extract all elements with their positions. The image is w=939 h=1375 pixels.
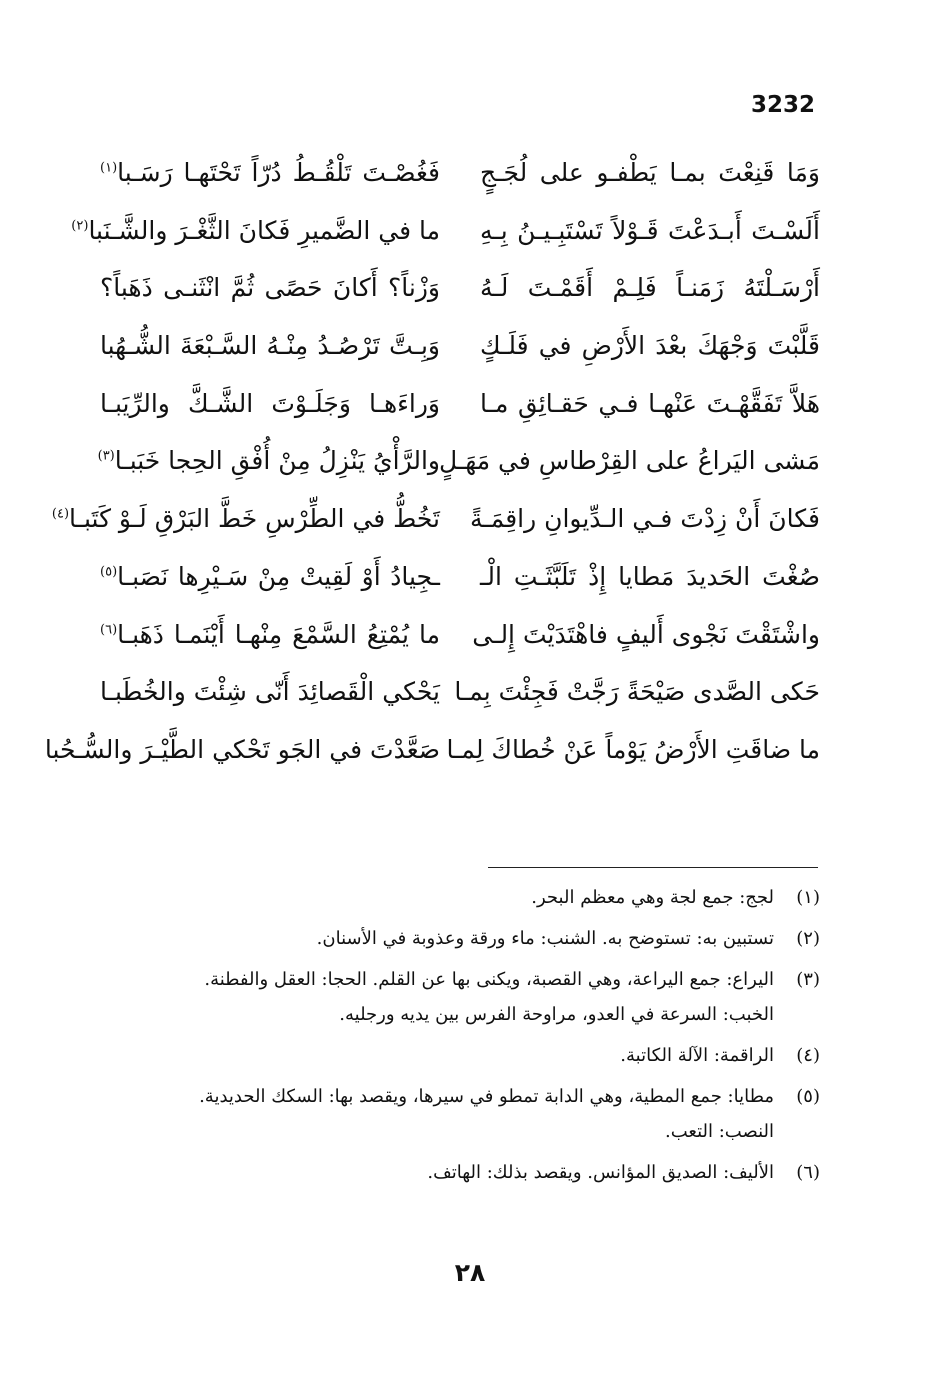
verse-second-hemistich — [44, 722, 440, 778]
footnote — [110, 1155, 820, 1190]
footnote-line: تستبين به: تستوضح به. الشنب: ماء ورقة وعذوبة في الأسنان. — [316, 928, 774, 949]
footnote-line: مطايا: جمع المطية، وهي الدابة تمطو في سيرها، ويقصد بها: السكك الحديدية. — [199, 1086, 774, 1107]
verse-second-hemistich — [100, 607, 440, 663]
footnote-number: (٥) — [796, 1086, 820, 1107]
verse-second-hemistich — [100, 260, 440, 316]
footnote-marker: (٣) — [97, 449, 115, 465]
verse-second-hemistich — [100, 549, 440, 605]
footnote — [110, 1079, 820, 1149]
footnote-text — [110, 880, 774, 915]
verse — [100, 318, 820, 376]
verse-first-hemistich: حَكى الصَّدى صَيْحَةً رَجَّتْ فَجِئْتَ بِمـا — [454, 677, 820, 707]
footnote-text — [110, 921, 774, 956]
footnote-marker: (٥) — [100, 564, 118, 580]
poem — [44, 145, 820, 780]
hemistich-text: فَغُصْـتَ تَلْقُـطُ دُرّاً تَحْتَهـا رَسَـبا — [117, 158, 440, 187]
verse-first-hemistich: أَرْسَـلْتَهُ زَمَنـاً فَلِـمْ أَقَمْـتَ لَـهُ — [480, 273, 820, 303]
verse — [100, 260, 820, 318]
hemistich-text: صَعَّدْتَ في الجَو تَحْكي الطَّيْـرَ والسُّـحُبا — [44, 734, 440, 764]
footnote-line: لجج: جمع لجة وهي معظم البحر. — [531, 887, 774, 908]
hemistich-text: ما يُمْتِعُ السَّمْعَ مِنْهـا أَيْنَمـا ذَهَبـا — [117, 619, 440, 649]
footnote-divider — [488, 867, 818, 868]
footnote-marker: (١) — [100, 160, 118, 176]
footnote-text — [110, 1079, 774, 1149]
verse — [100, 664, 820, 722]
hemistich-text: وَراءَهـا وَجَلَـوْتَ الشَّـكَّ والرِّيَبـا — [100, 388, 440, 418]
hemistich-text: وَزْناً؟ أَكانَ حَصًى ثُمَّ انْثَنـى ذَهَباً؟ — [100, 273, 440, 303]
verse-first-hemistich: مَشى اليَراعُ على القِرْطاسِ في مَهَـلٍ — [438, 446, 820, 476]
footnote — [110, 1038, 820, 1073]
verse-first-hemistich: أَلَسْـتَ أَبـدَعْتَ قَـوْلاً تَسْتَبِـيـنُ بِـهِ — [480, 215, 820, 245]
verse-first-hemistich: قَلَّبْتَ وَجْهَكَ بعْدَ الأَرْضِ في فَلَـكٍ — [480, 331, 820, 361]
verse — [100, 549, 820, 607]
hemistich-text: يَحْكي الْقَصائِدَ أَنّى شِئْتَ والخُطَبـا — [100, 677, 440, 707]
footnote-marker: (٦) — [100, 622, 118, 638]
footnote-number: (٢) — [796, 928, 820, 949]
verse-first-hemistich: وَمَا قَنِعْتَ بمـا يَطْفـو على لُجَـجٍ — [480, 158, 820, 187]
footnotes — [110, 880, 820, 1196]
hemistich-text: ما في الضَّميرِ فَكانَ الثَّغْـرَ والشَّـنَبا — [88, 215, 440, 245]
footnote — [110, 921, 820, 956]
verse-second-hemistich — [97, 433, 440, 489]
footnote-number: (٤) — [796, 1045, 820, 1066]
footnote-marker: (٤) — [51, 506, 70, 522]
verse-first-hemistich: ما ضاقَتِ الأَرْضُ يَوْماً عَنْ خُطاكَ لِمـا — [446, 734, 820, 764]
verse-second-hemistich — [100, 376, 440, 432]
footnote-line: الخبب: السرعة في العدو، مراوحة الفرس بين يديه ورجليه. — [339, 1004, 774, 1025]
hemistich-text: تَخُطُّ في الطِّرْسِ خَطَّ البَرْقِ لَـوْ كَتَبـا — [69, 504, 440, 534]
footnote-line: الأليف: الصديق المؤانس. ويقصد بذلك: الهاتف. — [427, 1162, 774, 1183]
verse — [51, 491, 820, 549]
verse-first-hemistich: واشْتَقْتَ نَجْوى أَليفٍ فاهْتَدَيْتَ إِلـى — [472, 619, 820, 649]
verse-first-hemistich: صُغْتَ الحَديدَ مَطايا إِذْ تَلَبَّثَـتِ الْـ — [480, 561, 820, 591]
footnote-line: اليراع: جمع اليراعة، وهي القصبة، ويكنى بها عن القلم. الحجا: العقل والفطنة. — [204, 969, 774, 990]
hemistich-text: ـجِيادُ أَوْ لَقِيتْ مِنْ سَـيْرِها نَصَبـا — [117, 561, 440, 591]
verse — [97, 433, 820, 491]
verse — [100, 607, 820, 665]
verse-first-hemistich: فَكانَ أَنْ زِدْتَ فـي الـدِّيوانِ راقِمَـةً — [470, 504, 820, 534]
page-number: ٢٨ — [454, 1258, 486, 1287]
footnote-line: النصب: التعب. — [665, 1121, 774, 1142]
verse-second-hemistich — [51, 491, 440, 547]
footnote-number: (٣) — [796, 969, 820, 990]
verse-second-hemistich — [100, 318, 440, 374]
verse-first-hemistich: هَلاَّ تَفَقَّهْـتَ عَنْهـا فـي حَقـائِقِ مـا — [480, 388, 820, 418]
footnote-text — [110, 962, 774, 1032]
verse-second-hemistich — [100, 145, 440, 201]
footnote-marker: (٢) — [71, 218, 89, 234]
hemistich-text: وَبِـتَّ تَرْصُـدُ مِنْـهُ السَّـبْعَةَ الشُّـهُبا — [100, 331, 440, 361]
footnote-text — [110, 1155, 774, 1190]
footnote-line: الراقمة: الآلة الكاتبة. — [620, 1045, 774, 1066]
verse — [100, 145, 820, 203]
verse — [100, 376, 820, 434]
verse — [44, 722, 820, 780]
hemistich-text: والرَّأْيُ يَنْزِلُ مِنْ أُفْقِ الحِجا خَبَبـا — [114, 446, 440, 476]
verse-second-hemistich — [71, 203, 440, 259]
footnote-number: (١) — [796, 887, 820, 908]
verse-second-hemistich — [100, 664, 440, 720]
footnote-text — [110, 1038, 774, 1073]
verse — [71, 203, 820, 261]
footnote — [110, 962, 820, 1032]
page-identifier: 3232 — [750, 92, 815, 118]
footnote — [110, 880, 820, 915]
footnote-number: (٦) — [796, 1162, 820, 1183]
